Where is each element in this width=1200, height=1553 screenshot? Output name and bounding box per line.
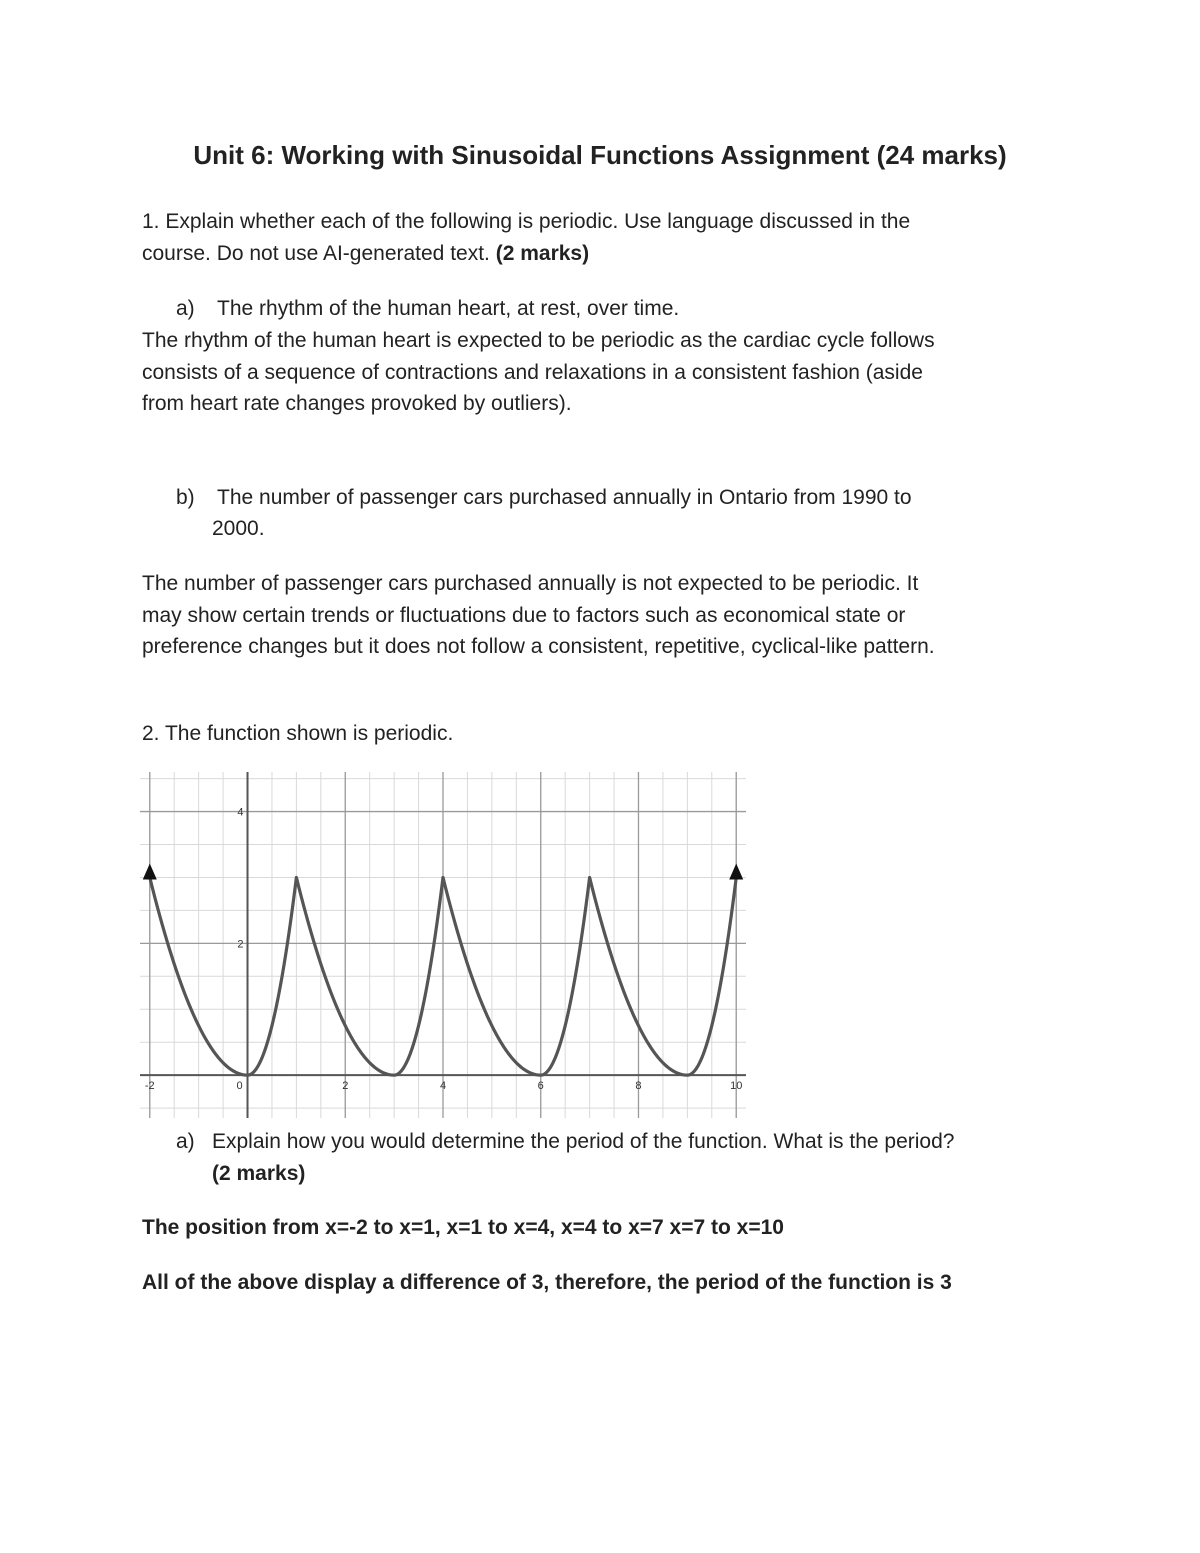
x-tick-label: 10 (730, 1080, 743, 1093)
q1b-label: b) (176, 486, 195, 509)
q2a-marks: (2 marks) (212, 1161, 306, 1185)
q1-prompt-line1: 1. Explain whether each of the following is periodic. Use language discussed in the (142, 210, 911, 233)
x-tick-label: 6 (537, 1080, 544, 1093)
q1b-answer-line2: may show certain trends or fluctuations due to factors such as economical state or (142, 603, 906, 627)
end-arrow-icon (143, 863, 157, 879)
y-tick-label: 4 (237, 806, 244, 819)
q1a-answer-line3: from heart rate changes provoked by outliers). (142, 392, 572, 415)
q1-prompt-line2 (142, 238, 1062, 270)
q1-marks: (2 marks) (495, 241, 590, 265)
periodic-function-graph (140, 772, 746, 1118)
q2a-question (212, 1126, 1072, 1189)
x-tick-label: 4 (439, 1080, 447, 1093)
q1a-answer-line1: The rhythm of the human heart is expected to be periodic as the cardiac cycle follows (142, 329, 935, 352)
grid-major-lines (140, 772, 746, 1118)
x-tick-label: 0 (236, 1080, 243, 1093)
q1a-label: a) (176, 297, 195, 320)
end-arrow-icon (729, 863, 743, 879)
q2-prompt: 2. The function shown is periodic. (142, 722, 454, 745)
y-tick-label: 2 (237, 938, 244, 951)
q1b-answer (142, 568, 1062, 663)
q1-prompt (142, 206, 1062, 269)
q1-prompt-text: course. Do not use AI-generated text. (142, 241, 490, 265)
q2a-label: a) (176, 1130, 195, 1153)
x-tick-label: 2 (342, 1080, 349, 1093)
q1a-question: The rhythm of the human heart, at rest, over time. (217, 297, 680, 320)
q1b-answer-line1: The number of passenger cars purchased annually is not expected to be periodic. It (142, 572, 919, 595)
x-tick-label: -2 (144, 1080, 155, 1093)
q1a-answer-line2: consists of a sequence of contractions and relaxations in a consistent fashion (aside (142, 360, 923, 384)
q1b-question-line2: 2000. (212, 517, 265, 540)
q2a-answer-line2: All of the above display a difference of 3, therefore, the period of the function is 3 (142, 1271, 952, 1294)
q1b-question-line1: The number of passenger cars purchased annually in Ontario from 1990 to (217, 486, 912, 509)
q1b-question (217, 482, 1057, 514)
q2a-question-text: Explain how you would determine the period of the function. What is the period? (212, 1130, 955, 1153)
q2a-answer-line1: The position from x=-2 to x=1, x=1 to x=4, x=4 to x=7 x=7 to x=10 (142, 1216, 784, 1239)
page-title: Unit 6: Working with Sinusoidal Functions Assignment (24 marks) (193, 140, 1007, 170)
q1b-answer-line3: preference changes but it does not follow a consistent, repetitive, cyclical-like pattern. (142, 635, 935, 658)
q1a-answer (142, 325, 1062, 420)
x-tick-label: 8 (635, 1080, 642, 1093)
